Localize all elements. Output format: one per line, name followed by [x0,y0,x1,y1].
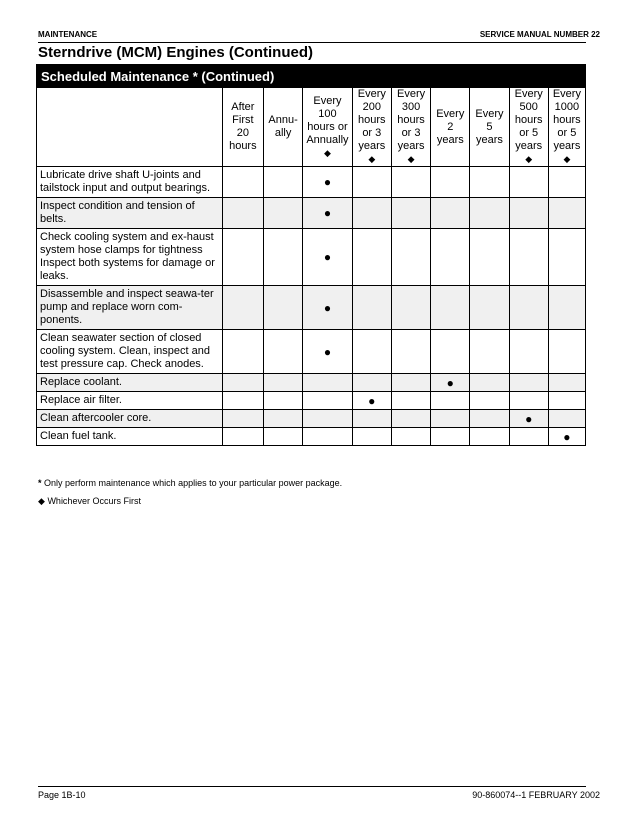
interval-cell [352,428,391,446]
interval-cell [222,229,263,286]
interval-cell [431,374,470,392]
column-header-line: Every [313,94,342,107]
column-header-line: hours or [307,120,348,133]
interval-cell [509,392,548,410]
interval-cell [352,198,391,229]
column-header-line: 2 [447,120,454,133]
column-header-line: Every [396,88,426,100]
interval-cell [222,374,263,392]
column-header-line: or 5 [519,127,539,139]
column-header-line: hours [358,114,386,126]
interval-cell [391,428,430,446]
footer-rule [38,786,586,787]
footer-page-number: Page 1B-10 [38,790,86,800]
interval-cell [431,410,470,428]
interval-cell [263,428,302,446]
interval-cell [431,198,470,229]
interval-cell [352,392,391,410]
interval-cell [352,374,391,392]
interval-cell [263,410,302,428]
column-header-line: or 3 [401,127,421,139]
interval-cell [548,392,585,410]
column-header-line: 200 [362,101,381,113]
task-description: Replace air filter. [37,392,223,410]
column-header-line: hours [397,114,425,126]
interval-cell [222,286,263,330]
interval-cell [470,229,509,286]
interval-column-header [352,88,391,167]
bullet-dot-icon: ● [368,393,376,408]
column-header-line: Annu- [268,114,298,126]
column-header-line: First [232,114,254,126]
interval-cell [303,428,353,446]
interval-cell [431,392,470,410]
table-row [37,286,586,330]
interval-cell [509,374,548,392]
column-header-line: 20 [236,127,249,139]
interval-cell [263,374,302,392]
footnote-diamond [38,496,141,507]
interval-cell [470,167,509,198]
interval-cell [263,229,302,286]
diamond-icon: ◆ [525,154,533,164]
diamond-icon: ◆ [368,154,376,164]
interval-cell [431,167,470,198]
header-manual-number: SERVICE MANUAL NUMBER 22 [479,30,600,39]
column-header-line: hours [229,140,257,152]
column-header-line: 300 [401,101,421,113]
interval-cell [509,428,548,446]
interval-cell [391,229,430,286]
interval-cell [470,410,509,428]
column-header-line: Every [475,107,504,120]
table-row [37,374,586,392]
bullet-dot-icon: ● [323,206,332,220]
interval-column-header [263,88,302,167]
task-description: Lubricate drive shaft U-joints and tailstock input and output bearings. [37,167,223,198]
diamond-icon: ◆ [323,147,331,158]
interval-cell [222,198,263,229]
column-header-line: years [436,133,464,146]
bullet-dot-icon: ● [563,429,571,444]
maintenance-table [36,64,586,446]
interval-cell [509,167,548,198]
page-header [38,30,600,42]
interval-cell [431,330,470,374]
interval-cell [470,428,509,446]
column-header-line: years [358,140,386,152]
asterisk-mark: * [38,478,42,488]
interval-cell [509,410,548,428]
column-header-line: years [553,140,581,152]
column-header-line: 1000 [554,101,580,113]
table-row [37,198,586,229]
interval-cell [509,198,548,229]
interval-cell [222,428,263,446]
footnote-asterisk [38,478,342,488]
interval-cell [548,374,585,392]
bullet-dot-icon: ● [323,300,332,315]
column-header-line: 100 [318,107,337,120]
table-row [37,167,586,198]
interval-cell [263,330,302,374]
task-description: Disassemble and inspect seawa-ter pump and replace worn com-ponents. [37,286,223,330]
task-description: Replace coolant. [37,374,223,392]
table-band-row [37,65,586,88]
diamond-note-text: Whichever Occurs First [47,496,141,506]
interval-cell [352,229,391,286]
interval-cell [352,410,391,428]
diamond-icon: ◆ [407,154,415,164]
interval-cell [470,392,509,410]
interval-cell [509,229,548,286]
column-header-line: Every [357,88,386,100]
interval-cell [303,198,353,229]
interval-cell [391,374,430,392]
page-footer [38,788,600,802]
interval-cell [391,330,430,374]
table-row [37,330,586,374]
diamond-icon: ◆ [38,496,45,506]
interval-cell [470,286,509,330]
interval-cell [303,410,353,428]
column-header-line: hours [514,114,543,126]
interval-cell [303,229,353,286]
interval-cell [470,330,509,374]
interval-column-header [509,88,548,167]
interval-cell [222,392,263,410]
interval-cell [391,410,430,428]
bullet-dot-icon: ● [446,375,454,390]
column-header-line: years [515,140,543,152]
interval-cell [222,410,263,428]
interval-cell [548,286,585,330]
interval-cell [391,167,430,198]
interval-cell [470,198,509,229]
bullet-dot-icon: ● [323,250,332,264]
task-description: Clean seawater section of closed cooling system. Clean, inspect and test pressure cap. Check anodes. [37,330,223,374]
asterisk-note-text: Only perform maintenance which applies to your particular power package. [44,478,343,488]
interval-cell [303,330,353,374]
interval-cell [431,428,470,446]
interval-cell [303,392,353,410]
page-title: Sterndrive (MCM) Engines (Continued) [38,44,313,61]
interval-cell [303,374,353,392]
task-description: Clean aftercooler core. [37,410,223,428]
column-header-line: 5 [486,120,493,133]
column-header-line: years [397,140,425,152]
column-header-line: After [231,101,255,113]
column-header-line: Every [552,88,581,100]
header-section-label: MAINTENANCE [38,30,98,39]
interval-cell [263,167,302,198]
column-header-line: or 5 [557,127,577,139]
interval-column-header [222,88,263,167]
interval-column-header [303,88,353,167]
interval-cell [548,198,585,229]
column-header-line: Annually [306,133,349,146]
interval-cell [352,286,391,330]
table-row [37,392,586,410]
table-band-title: Scheduled Maintenance * (Continued) [37,65,431,88]
task-column-header [37,88,223,167]
column-header-row [37,88,586,167]
bullet-dot-icon: ● [525,411,533,426]
footer-doc-date: 90-860074--1 FEBRUARY 2002 [472,790,600,800]
interval-cell [548,410,585,428]
interval-cell [222,167,263,198]
interval-column-header [548,88,585,167]
interval-cell [263,198,302,229]
interval-cell [263,286,302,330]
column-header-line: years [476,133,503,146]
interval-column-header [470,88,509,167]
column-header-line: Every [514,88,543,100]
diamond-icon: ◆ [563,154,571,164]
column-header-line: Every [436,107,465,120]
column-header-line: or 3 [362,127,382,139]
interval-cell [263,392,302,410]
interval-cell [391,198,430,229]
table-row [37,428,586,446]
interval-cell [509,286,548,330]
interval-cell [222,330,263,374]
bullet-dot-icon: ● [323,175,332,189]
interval-cell [509,330,548,374]
interval-cell [470,374,509,392]
interval-cell [431,229,470,286]
bullet-dot-icon: ● [323,344,332,359]
interval-cell [548,330,585,374]
interval-cell [548,428,585,446]
column-header-line: 500 [519,101,538,113]
interval-column-header [431,88,470,167]
interval-cell [352,330,391,374]
interval-column-header [391,88,430,167]
column-header-line: hours [553,114,581,126]
column-header-line: ally [274,127,292,139]
interval-cell [431,286,470,330]
interval-cell [391,392,430,410]
header-rule [38,42,586,43]
task-description: Inspect condition and tension of belts. [37,198,223,229]
interval-cell [303,286,353,330]
interval-cell [303,167,353,198]
table-row [37,410,586,428]
interval-cell [391,286,430,330]
interval-cell [548,167,585,198]
interval-cell [548,229,585,286]
task-description: Check cooling system and ex-haust system hose clamps for tightness Inspect both systems for damage or leaks. [37,229,223,286]
task-description: Clean fuel tank. [37,428,223,446]
interval-cell [352,167,391,198]
table-row [37,229,586,286]
